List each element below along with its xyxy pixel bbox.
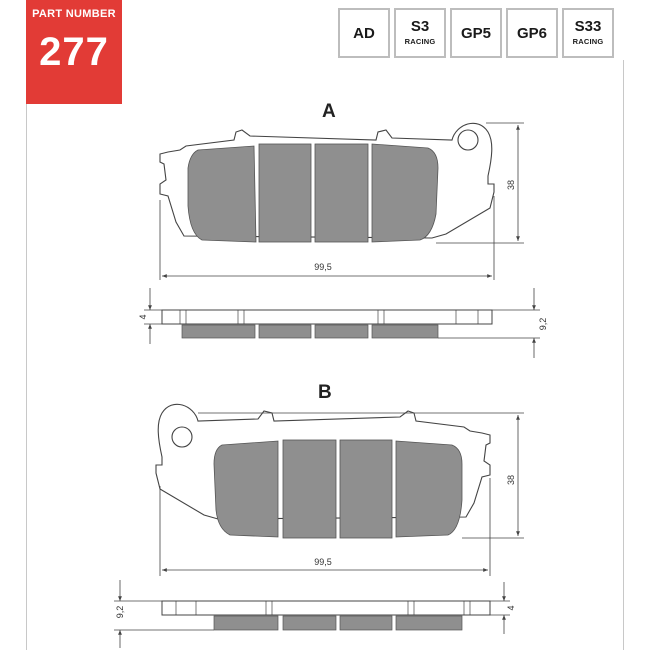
view-a-side-backing-plate bbox=[162, 310, 492, 324]
part-number-label: PART NUMBER bbox=[32, 8, 116, 20]
compound-code: GP5 bbox=[460, 25, 491, 42]
view-b-total-thickness-value: 9,2 bbox=[115, 605, 125, 619]
view-b-friction-block-3 bbox=[340, 440, 392, 538]
view-b-backing-thickness-value: 4 bbox=[506, 605, 516, 611]
view-a-side-friction-3 bbox=[315, 325, 368, 338]
compound-subtitle: RACING bbox=[404, 37, 436, 46]
view-b-side-friction-1 bbox=[214, 616, 278, 630]
compound-code: AD bbox=[353, 25, 375, 42]
view-a-friction-block-3 bbox=[315, 144, 368, 242]
compound-subtitle: RACING bbox=[572, 37, 604, 46]
view-b-friction-block-1 bbox=[214, 441, 278, 537]
view-a-total-thickness-value: 9,2 bbox=[538, 317, 548, 331]
view-a-friction-block-4 bbox=[372, 144, 438, 242]
view-a-width-value: 99,5 bbox=[314, 262, 332, 272]
view-b-label: B bbox=[318, 382, 332, 403]
compound-code: GP6 bbox=[516, 25, 547, 42]
view-b-mounting-hole bbox=[172, 427, 192, 447]
view-a-friction-block-2 bbox=[259, 144, 311, 242]
view-a-side-friction-2 bbox=[259, 325, 311, 338]
view-a-mounting-hole bbox=[458, 130, 478, 150]
view-b-side-friction-3 bbox=[340, 616, 392, 630]
view-b-side-backing-plate bbox=[162, 601, 490, 615]
view-b-height-value: 38 bbox=[506, 474, 516, 486]
view-a-side-friction-4 bbox=[372, 325, 438, 338]
view-a-height-value: 38 bbox=[506, 179, 516, 191]
part-number-value: 277 bbox=[39, 30, 109, 74]
view-a-label: A bbox=[322, 101, 336, 122]
compound-code: S3 bbox=[410, 18, 430, 35]
view-a-friction-block-1 bbox=[188, 146, 256, 242]
view-b-side-friction-4 bbox=[396, 616, 462, 630]
view-a-side-friction-1 bbox=[182, 325, 255, 338]
view-b-friction-block-2 bbox=[283, 440, 336, 538]
view-b-friction-block-4 bbox=[396, 441, 462, 537]
view-b-width-value: 99,5 bbox=[314, 557, 332, 567]
view-b-side-friction-2 bbox=[283, 616, 336, 630]
view-a-backing-thickness-value: 4 bbox=[138, 314, 148, 320]
compound-code: S33 bbox=[574, 18, 602, 35]
